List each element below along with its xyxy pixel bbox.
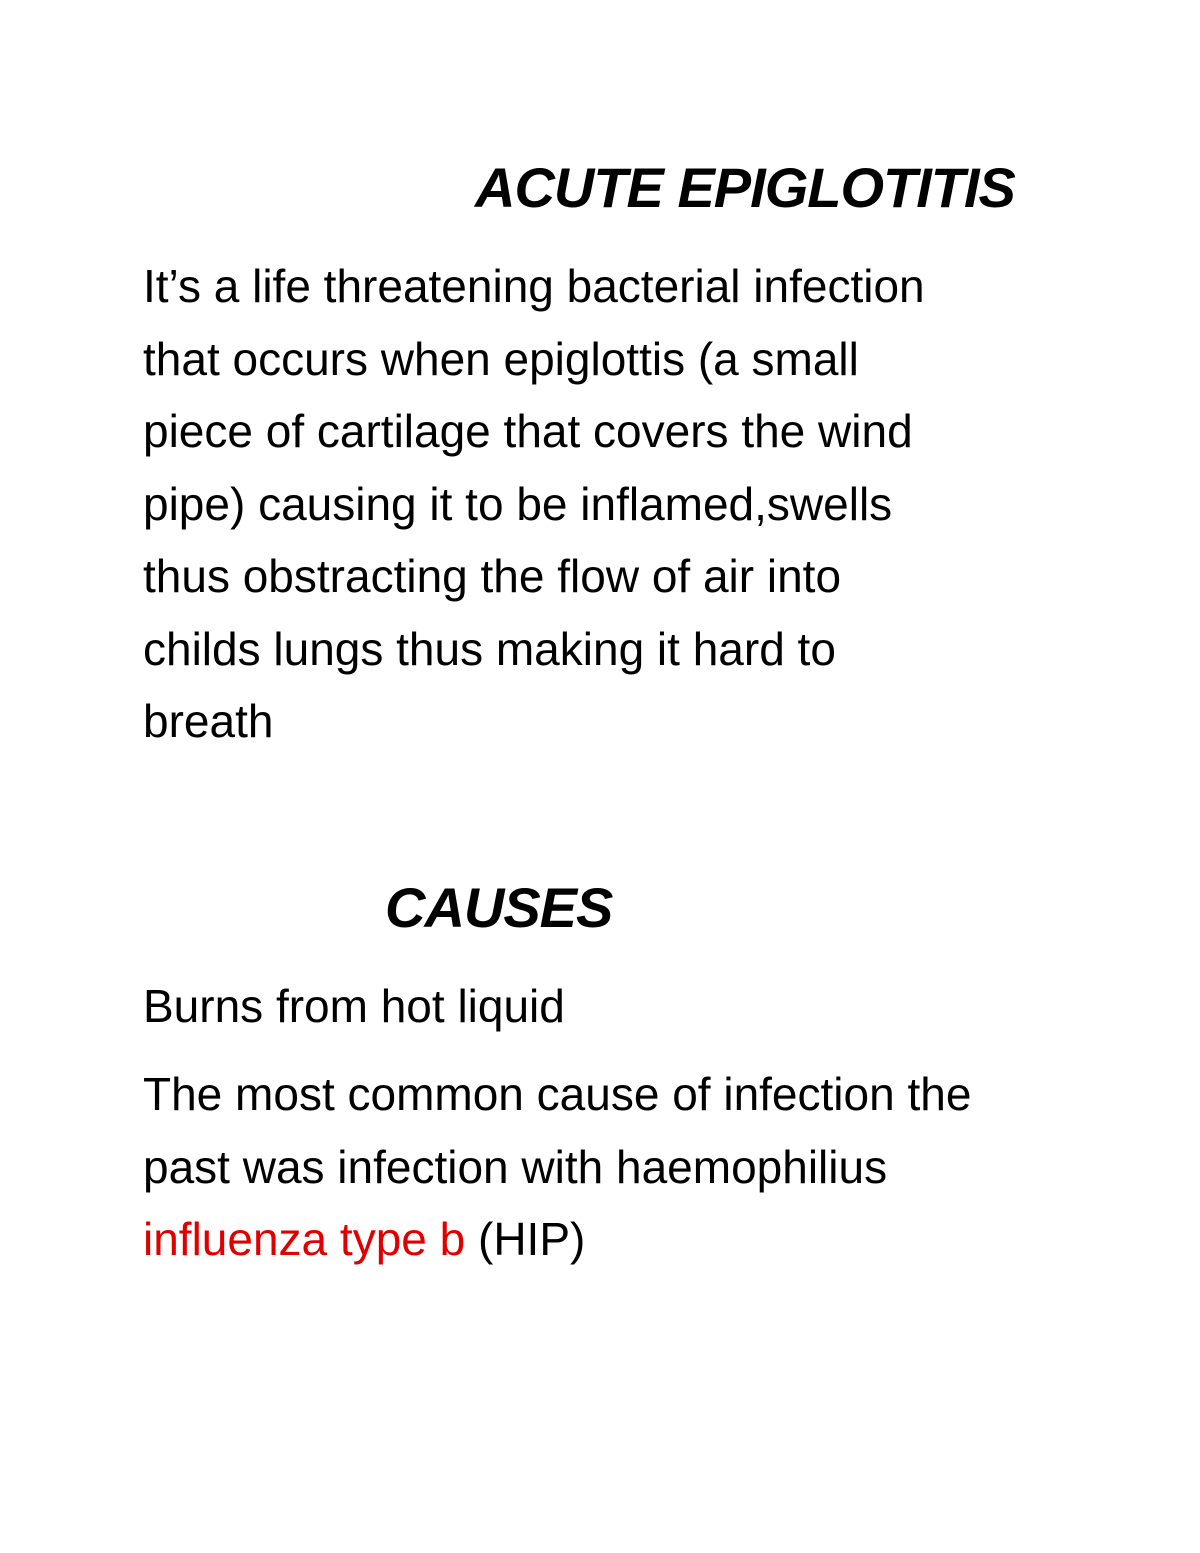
cause-item-infection xyxy=(143,1058,1103,1276)
cause-text: The most common cause of infection the xyxy=(143,1068,972,1120)
cause-text-last-line xyxy=(143,1203,1103,1276)
cause-text: past was infection with haemophilius xyxy=(143,1140,888,1193)
definition-line: It’s a life threatening bacterial infection xyxy=(143,260,925,312)
highlighted-term: influenza type b xyxy=(143,1213,466,1265)
cause-text: Burns from hot liquid xyxy=(143,980,565,1032)
definition-line: piece of cartilage that covers the wind xyxy=(143,405,913,457)
page-title: ACUTE EPIGLOTITIS xyxy=(475,156,1015,219)
definition-paragraph xyxy=(143,250,1103,758)
definition-line: childs lungs thus making it hard to xyxy=(143,622,836,675)
cause-item-burns xyxy=(143,970,1103,1043)
definition-line: breath xyxy=(143,695,274,747)
definition-line: pipe) causing it to be inflamed,swells xyxy=(143,477,893,530)
causes-heading: CAUSES xyxy=(385,876,613,939)
definition-line: that occurs when epiglottis (a small xyxy=(143,332,859,385)
definition-line: thus obstracting the flow of air into xyxy=(143,550,842,602)
abbreviation-suffix: (HIP) xyxy=(465,1213,586,1265)
